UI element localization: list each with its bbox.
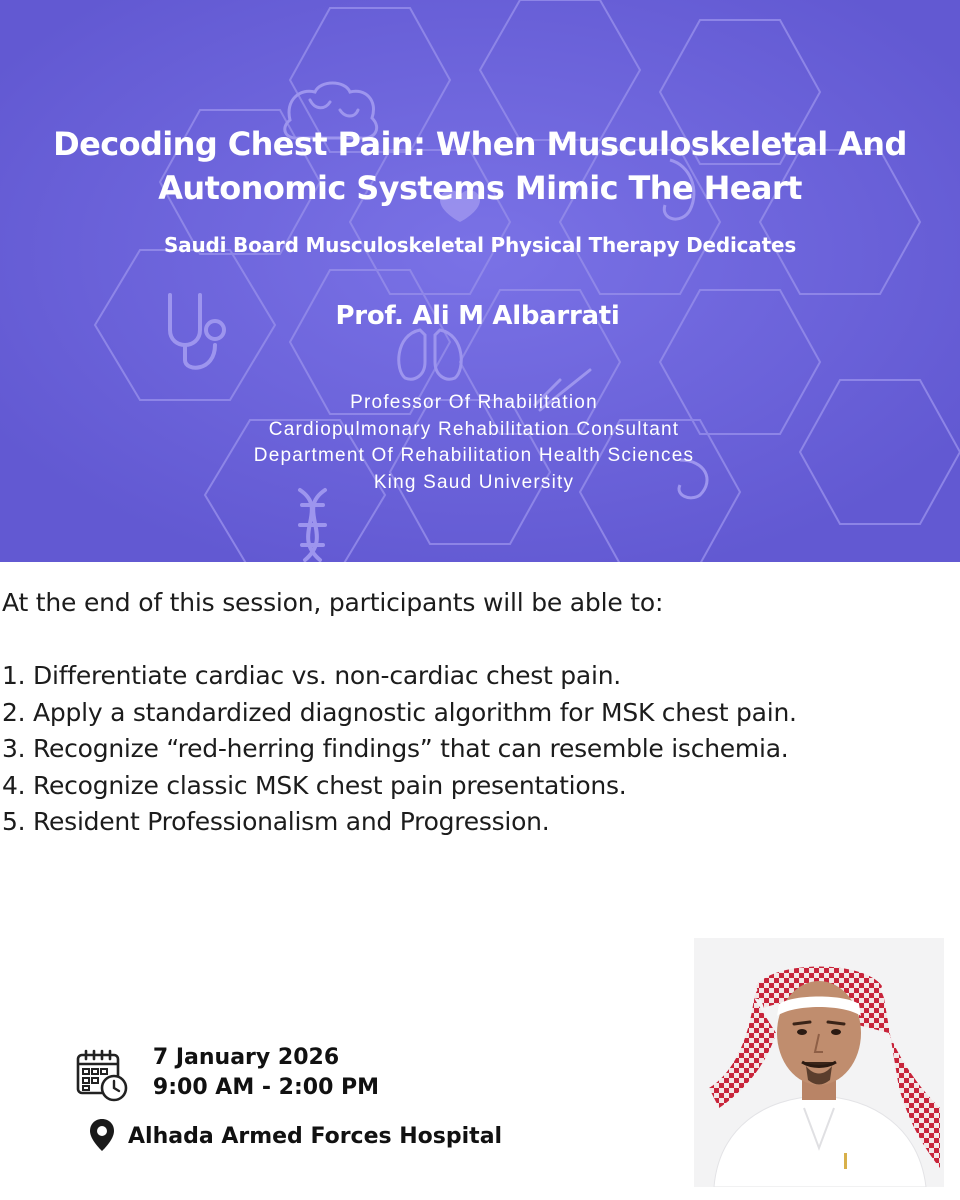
credential-line: Department Of Rehabilitation Health Sciences <box>253 445 695 466</box>
calendar-clock-icon <box>75 1048 129 1102</box>
event-time: 9:00 AM - 2:00 PM <box>152 1075 380 1100</box>
learning-objectives <box>2 658 797 841</box>
speaker-name: Prof. Ali M Albarrati <box>335 301 620 331</box>
event-subtitle: Saudi Board Musculoskeletal Physical Therapy Dedicates <box>163 233 797 257</box>
credential-line: Cardiopulmonary Rehabilitation Consultant <box>268 418 680 440</box>
speaker-photo <box>694 938 944 1187</box>
event-venue: Alhada Armed Forces Hospital <box>128 1124 503 1149</box>
header-banner <box>0 0 960 562</box>
credential-line: Professor Of Rhabilitation <box>350 392 598 413</box>
objective-item: 2. Apply a standardized diagnostic algorithm for MSK chest pain. <box>2 697 797 727</box>
objective-item: 1. Differentiate cardiac vs. non-cardiac chest pain. <box>2 661 621 690</box>
objective-item: 3. Recognize “red-herring findings” that can resemble ischemia. <box>2 734 789 764</box>
objective-item: 5. Resident Professionalism and Progression. <box>2 807 550 837</box>
objective-item: 4. Recognize classic MSK chest pain presentations. <box>2 770 627 800</box>
event-date: 7 January 2026 <box>152 1045 340 1070</box>
map-pin-icon <box>88 1118 116 1154</box>
event-title: Decoding Chest Pain: When Musculoskeletal And Autonomic Systems Mimic The Heart <box>53 125 907 207</box>
session-intro: At the end of this session, participants will be able to: <box>2 588 664 617</box>
credential-line: King Saud University <box>373 471 575 493</box>
speaker-portrait <box>694 938 944 1187</box>
speaker-credentials <box>0 390 948 496</box>
